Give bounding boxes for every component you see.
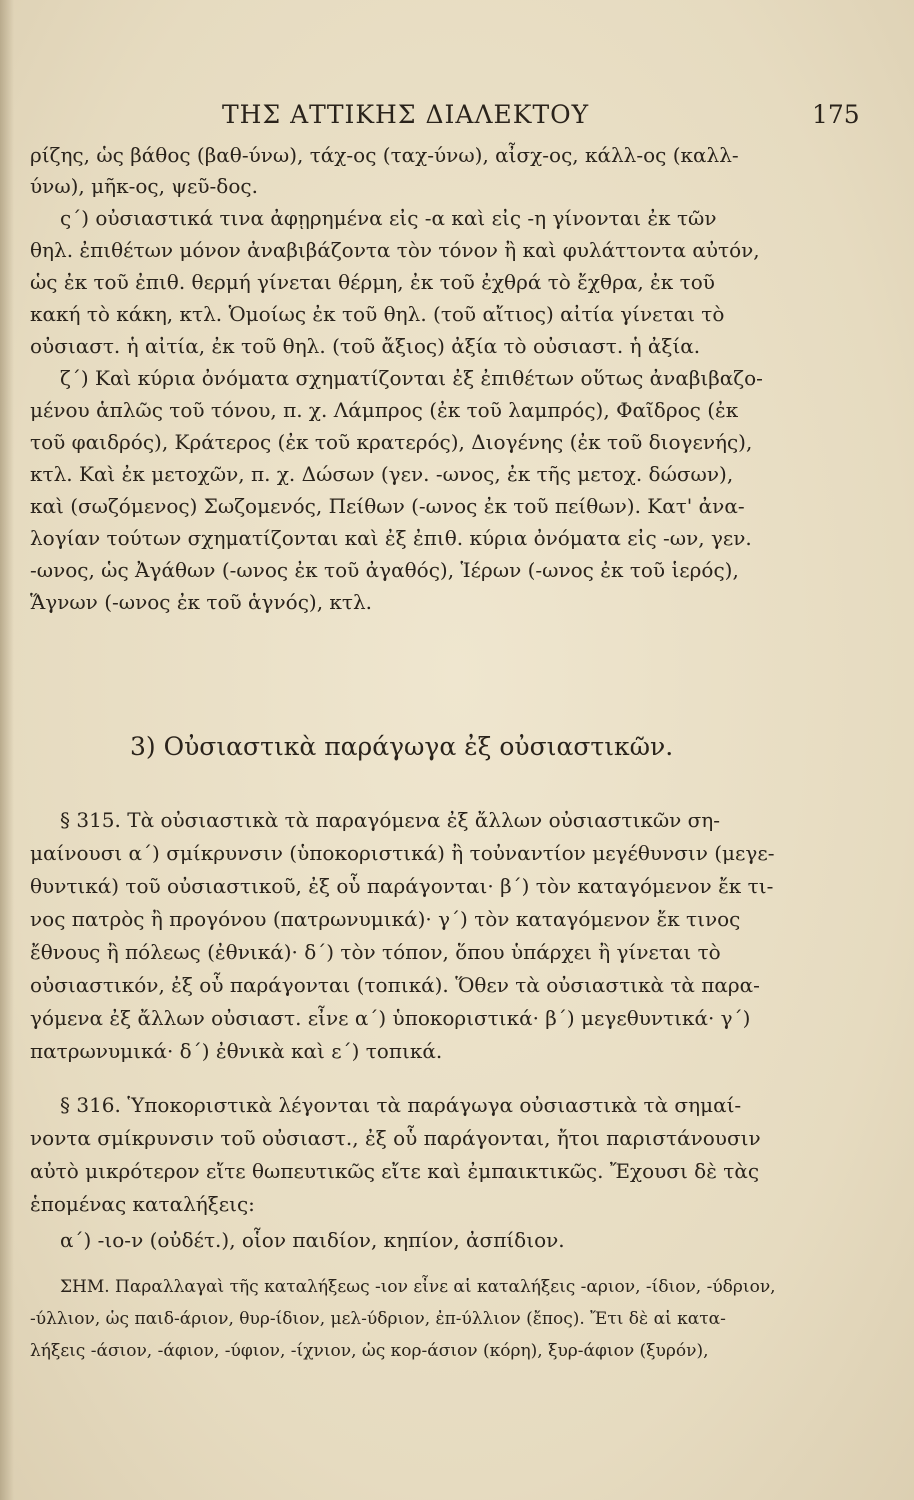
note-line: -ύλλιον, ὡς παιδ-άριον, θυρ-ίδιον, μελ-ύδριον, ἐπ-ύλλιον (ἔπος). Ἔτι δὲ αἱ κατα- bbox=[30, 1309, 726, 1329]
section-heading: 3) Οὐσιαστικὰ παράγωγα ἐξ οὐσιαστικῶν. bbox=[130, 732, 674, 761]
paragraph-line: γόμενα ἐξ ἄλλων οὐσιαστ. εἶνε α΄) ὑποκοριστικά· β΄) μεγεθυντικά· γ΄) bbox=[30, 1006, 751, 1030]
text-line: τοῦ φαιδρός), Κράτερος (ἐκ τοῦ κρατερός), Διογένης (ἐκ τοῦ διογενής), bbox=[30, 430, 753, 454]
note-line: λήξεις -άσιον, -άφιον, -ύφιον, -ίχνιον, ὡς κορ-άσιον (κόρη), ξυρ-άφιον (ξυρόν), bbox=[30, 1341, 709, 1361]
text-line: θηλ. ἐπιθέτων μόνον ἀναβιβάζοντα τὸν τόνον ἢ καὶ φυλάττοντα αὐτόν, bbox=[30, 238, 760, 262]
page-number: 175 bbox=[812, 100, 860, 129]
text-line: κακή τὸ κάκη, κτλ. Ὁμοίως ἐκ τοῦ θηλ. (τοῦ αἴτιος) αἰτία γίνεται τὸ bbox=[30, 302, 725, 326]
paragraph-line: ἑπομένας καταλήξεις: bbox=[30, 1192, 255, 1216]
paragraph-line: αὐτὸ μικρότερον εἴτε θωπευτικῶς εἴτε καὶ ἐμπαικτικῶς. Ἔχουσι δὲ τὰς bbox=[30, 1159, 760, 1183]
paragraph-line: μαίνουσι α΄) σμίκρυνσιν (ὑποκοριστικά) ἢ τοὐναντίον μεγέθυνσιν (μεγε- bbox=[30, 841, 775, 865]
text-line: ύνω), μῆκ-ος, ψεῦ-δος. bbox=[30, 174, 258, 198]
paragraph-line: νος πατρὸς ἢ προγόνου (πατρωνυμικά)· γ΄) τὸν καταγόμενον ἔκ τινος bbox=[30, 907, 741, 931]
text-line: οὐσιαστ. ἡ αἰτία, ἐκ τοῦ θηλ. (τοῦ ἄξιος) ἀξία τὸ οὐσιαστ. ἡ ἀξία. bbox=[30, 334, 701, 358]
running-title: ΤΗΣ ΑΤΤΙΚΗΣ ΔΙΑΛΕΚΤΟΥ bbox=[222, 100, 590, 129]
text-line: κτλ. Καὶ ἐκ μετοχῶν, π. χ. Δώσων (γεν. -ωνος, ἐκ τῆς μετοχ. δώσων), bbox=[30, 462, 734, 486]
text-line: Ἅγνων (-ωνος ἐκ τοῦ ἁγνός), κτλ. bbox=[30, 590, 373, 614]
page-edge-shadow bbox=[0, 0, 14, 1500]
text-line: -ωνος, ὡς Ἀγάθων (-ωνος ἐκ τοῦ ἀγαθός), Ἱέρων (-ωνος ἐκ τοῦ ἱερός), bbox=[30, 558, 739, 582]
text-line: ρίζης, ὡς βάθος (βαθ-ύνω), τάχ-ος (ταχ-ύνω), αἶσχ-ος, κάλλ-ος (καλλ- bbox=[30, 143, 739, 167]
text-line: ζ΄) Καὶ κύρια ὀνόματα σχηματίζονται ἐξ ἐπιθέτων οὕτως ἀναβιβαζο- bbox=[60, 366, 763, 390]
paragraph-line: πατρωνυμικά· δ΄) ἐθνικὰ καὶ ε΄) τοπικά. bbox=[30, 1039, 443, 1063]
note-line: ΣΗΜ. Παραλλαγαὶ τῆς καταλήξεως -ιον εἶνε αἱ καταλήξεις -αριον, -ίδιον, -ύδριον, bbox=[60, 1277, 776, 1297]
text-line: καὶ (σωζόμενος) Σωζομενός, Πείθων (-ωνος ἐκ τοῦ πείθων). Κατ' ἀνα- bbox=[30, 494, 745, 518]
paragraph-line: § 316. Ὑποκοριστικὰ λέγονται τὰ παράγωγα οὐσιαστικὰ τὰ σημαί- bbox=[60, 1093, 742, 1117]
text-line: λογίαν τούτων σχηματίζονται καὶ ἐξ ἐπιθ. κύρια ὀνόματα εἰς -ων, γεν. bbox=[30, 526, 752, 550]
page-header bbox=[0, 100, 914, 134]
text-line: ς΄) οὐσιαστικά τινα ἀφῃρημένα εἰς -α καὶ εἰς -η γίνονται ἐκ τῶν bbox=[60, 206, 717, 230]
paragraph-line: θυντικά) τοῦ οὐσιαστικοῦ, ἐξ οὗ παράγονται· β΄) τὸν καταγόμενον ἔκ τι- bbox=[30, 874, 774, 898]
paragraph-line: § 315. Τὰ οὐσιαστικὰ τὰ παραγόμενα ἐξ ἄλλων οὐσιαστικῶν ση- bbox=[60, 808, 721, 832]
list-item: α΄) -ιο-ν (οὐδέτ.), οἷον παιδίον, κηπίον, ἀσπίδιον. bbox=[60, 1228, 565, 1252]
text-line: μένου ἁπλῶς τοῦ τόνου, π. χ. Λάμπρος (ἐκ τοῦ λαμπρός), Φαῖδρος (ἐκ bbox=[30, 398, 739, 422]
paragraph-line: νοντα σμίκρυνσιν τοῦ οὐσιαστ., ἐξ οὗ παράγονται, ἤτοι παριστάνουσιν bbox=[30, 1126, 761, 1150]
text-line: ὡς ἐκ τοῦ ἐπιθ. θερμή γίνεται θέρμη, ἐκ τοῦ ἐχθρά τὸ ἔχθρα, ἐκ τοῦ bbox=[30, 270, 715, 294]
paragraph-line: οὐσιαστικόν, ἐξ οὗ παράγονται (τοπικά). Ὅθεν τὰ οὐσιαστικὰ τὰ παρα- bbox=[30, 973, 760, 997]
paragraph-line: ἔθνους ἢ πόλεως (ἐθνικά)· δ΄) τὸν τόπον, ὅπου ὑπάρχει ἢ γίνεται τὸ bbox=[30, 940, 721, 964]
